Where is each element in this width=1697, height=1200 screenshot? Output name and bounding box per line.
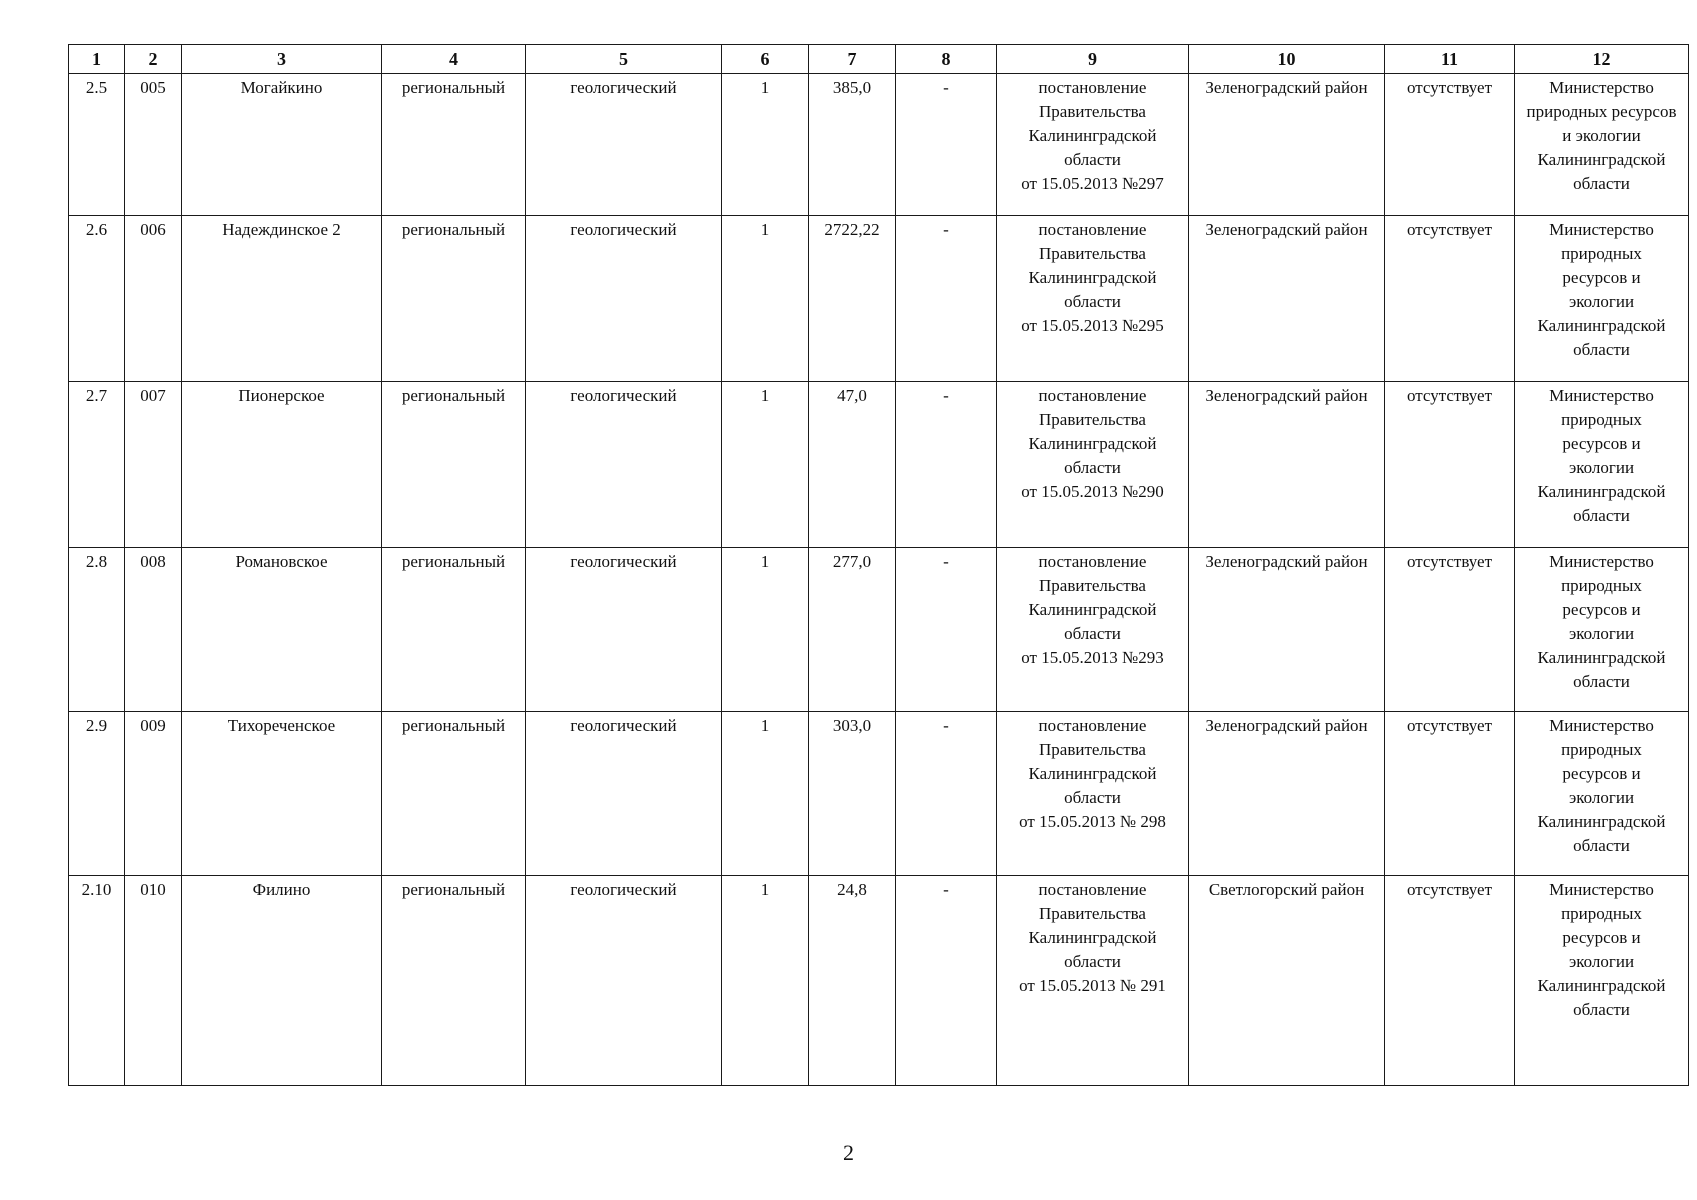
- ministry-text: Министерство природных ресурсов и экологии Калининградской области: [1537, 386, 1666, 525]
- cell-area: 2722,22: [809, 216, 896, 382]
- cell-area: 47,0: [809, 382, 896, 548]
- cell-col11: отсутствует: [1385, 712, 1515, 876]
- cell-number: 2.6: [69, 216, 125, 382]
- cell-name: Романовское: [182, 548, 382, 712]
- decree-text: постановление Правительства Калининградской области от 15.05.2013 №297: [1021, 78, 1164, 193]
- cell-ministry: [1515, 74, 1689, 216]
- cell-number: 2.5: [69, 74, 125, 216]
- cell-name: Тихореченское: [182, 712, 382, 876]
- cell-area: 303,0: [809, 712, 896, 876]
- table-row: [69, 712, 1689, 876]
- cell-name: Филино: [182, 876, 382, 1086]
- cell-col8: -: [896, 382, 997, 548]
- protected-areas-table: [68, 44, 1689, 1086]
- cell-count: 1: [722, 548, 809, 712]
- ministry-text: Министерство природных ресурсов и экологии Калининградской области: [1537, 716, 1666, 855]
- cell-count: 1: [722, 74, 809, 216]
- cell-count: 1: [722, 712, 809, 876]
- column-header: 7: [809, 45, 896, 74]
- header-row: [69, 45, 1689, 74]
- column-header: 8: [896, 45, 997, 74]
- cell-decree: [997, 74, 1189, 216]
- column-header: 10: [1189, 45, 1385, 74]
- cell-ministry: [1515, 216, 1689, 382]
- ministry-text: Министерство природных ресурсов и экологии Калининградской области: [1537, 552, 1666, 691]
- column-header: 1: [69, 45, 125, 74]
- table-row: [69, 382, 1689, 548]
- page-number: 2: [843, 1140, 854, 1165]
- decree-text: постановление Правительства Калининградской области от 15.05.2013 №293: [1021, 552, 1164, 667]
- cell-col11: отсутствует: [1385, 382, 1515, 548]
- cell-col8: -: [896, 712, 997, 876]
- cell-ministry: [1515, 876, 1689, 1086]
- cell-code: 009: [125, 712, 182, 876]
- cell-col11: отсутствует: [1385, 548, 1515, 712]
- cell-count: 1: [722, 382, 809, 548]
- decree-text: постановление Правительства Калининградской области от 15.05.2013 № 291: [1019, 880, 1166, 995]
- cell-profile: геологический: [526, 712, 722, 876]
- cell-district: Зеленоградский район: [1189, 216, 1385, 382]
- cell-number: 2.10: [69, 876, 125, 1086]
- cell-area: 24,8: [809, 876, 896, 1086]
- cell-col8: -: [896, 876, 997, 1086]
- cell-district: Зеленоградский район: [1189, 74, 1385, 216]
- cell-area: 277,0: [809, 548, 896, 712]
- table-row: [69, 74, 1689, 216]
- cell-significance: региональный: [382, 216, 526, 382]
- cell-col11: отсутствует: [1385, 876, 1515, 1086]
- cell-profile: геологический: [526, 548, 722, 712]
- ministry-text: Министерство природных ресурсов и экологии Калининградской области: [1537, 880, 1666, 1019]
- column-header: 11: [1385, 45, 1515, 74]
- cell-ministry: [1515, 548, 1689, 712]
- cell-code: 006: [125, 216, 182, 382]
- column-header: 4: [382, 45, 526, 74]
- cell-decree: [997, 548, 1189, 712]
- cell-code: 010: [125, 876, 182, 1086]
- cell-number: 2.8: [69, 548, 125, 712]
- column-header: 6: [722, 45, 809, 74]
- column-header: 5: [526, 45, 722, 74]
- cell-decree: [997, 876, 1189, 1086]
- table-row: [69, 876, 1689, 1086]
- cell-number: 2.7: [69, 382, 125, 548]
- decree-text: постановление Правительства Калининградской области от 15.05.2013 № 298: [1019, 716, 1166, 831]
- cell-profile: геологический: [526, 216, 722, 382]
- ministry-text: Министерство природных ресурсов и экологии Калининградской области: [1537, 220, 1666, 359]
- cell-decree: [997, 382, 1189, 548]
- cell-col11: отсутствует: [1385, 74, 1515, 216]
- cell-col8: -: [896, 74, 997, 216]
- cell-name: Могайкино: [182, 74, 382, 216]
- table-row: [69, 216, 1689, 382]
- cell-count: 1: [722, 876, 809, 1086]
- cell-col8: -: [896, 548, 997, 712]
- cell-district: Зеленоградский район: [1189, 548, 1385, 712]
- column-header: 2: [125, 45, 182, 74]
- cell-code: 005: [125, 74, 182, 216]
- column-header: 3: [182, 45, 382, 74]
- cell-code: 007: [125, 382, 182, 548]
- cell-number: 2.9: [69, 712, 125, 876]
- cell-ministry: [1515, 382, 1689, 548]
- cell-significance: региональный: [382, 548, 526, 712]
- cell-significance: региональный: [382, 382, 526, 548]
- column-header: 9: [997, 45, 1189, 74]
- cell-district: Зеленоградский район: [1189, 712, 1385, 876]
- cell-col8: -: [896, 216, 997, 382]
- cell-ministry: [1515, 712, 1689, 876]
- decree-text: постановление Правительства Калининградской области от 15.05.2013 №295: [1021, 220, 1164, 335]
- cell-col11: отсутствует: [1385, 216, 1515, 382]
- cell-profile: геологический: [526, 876, 722, 1086]
- cell-code: 008: [125, 548, 182, 712]
- cell-significance: региональный: [382, 74, 526, 216]
- ministry-text: Министерство природных ресурсов и экологии Калининградской области: [1526, 78, 1677, 193]
- column-header: 12: [1515, 45, 1689, 74]
- cell-significance: региональный: [382, 876, 526, 1086]
- cell-area: 385,0: [809, 74, 896, 216]
- cell-profile: геологический: [526, 74, 722, 216]
- cell-significance: региональный: [382, 712, 526, 876]
- cell-district: Светлогорский район: [1189, 876, 1385, 1086]
- table-row: [69, 548, 1689, 712]
- cell-decree: [997, 712, 1189, 876]
- cell-count: 1: [722, 216, 809, 382]
- cell-district: Зеленоградский район: [1189, 382, 1385, 548]
- cell-profile: геологический: [526, 382, 722, 548]
- cell-name: Пионерское: [182, 382, 382, 548]
- cell-decree: [997, 216, 1189, 382]
- cell-name: Надеждинское 2: [182, 216, 382, 382]
- decree-text: постановление Правительства Калининградской области от 15.05.2013 №290: [1021, 386, 1164, 501]
